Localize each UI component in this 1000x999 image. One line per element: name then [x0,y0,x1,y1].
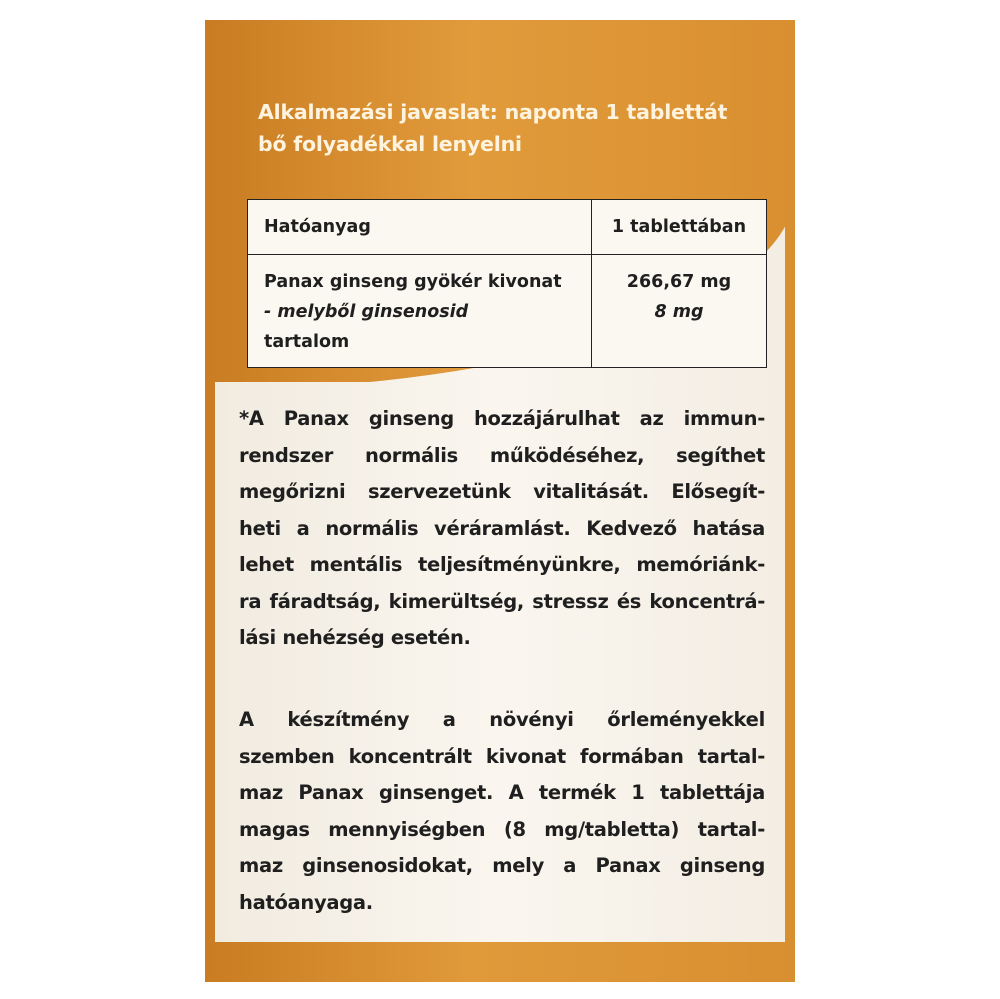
ingredient-name-line-2: - melyből ginsenosid [264,302,469,322]
paragraph-line: maz Panax ginsenget. A termék 1 tablettája [239,781,765,804]
usage-line-2: bő folyadékkal lenyelni [258,132,522,156]
ingredient-amount-line-2: 8 mg [654,302,704,322]
table-row [248,255,767,368]
paragraph-line: *A Panax ginseng hozzájárulhat az immun- [239,407,765,430]
footer-orange-band [205,942,795,982]
paragraph-line: lehet mentális teljesítményünkre, memóriánk- [239,553,765,576]
paragraph-line: lási nehézség esetén. [239,626,471,649]
product-description-paragraph [239,702,765,921]
header-ingredient: Hatóanyag [248,200,592,255]
paragraph-line: megőrizni szervezetünk vitalitását. Elősegít- [239,480,765,503]
paragraph-line: maz ginsenosidokat, mely a Panax ginseng [239,854,765,877]
paragraph-line: A készítmény a növényi őrleményekkel [239,708,765,731]
ginseng-benefits-paragraph [239,401,765,657]
paragraph-line: hatóanyaga. [239,890,373,914]
paragraph-line: heti a normális véráramlást. Kedvező hatása [239,516,765,540]
paragraph-line: magas mennyiségben (8 mg/tabletta) tartal- [239,817,765,841]
ingredient-amount-cell [592,255,767,368]
paragraph-line: ra fáradtság, kimerültség, stressz és koncentrá- [239,589,765,613]
paragraph-line: szemben koncentrált kivonat formában tartal- [239,744,765,768]
paragraph-line: rendszer normális működéséhez, segíthet [239,443,765,467]
ingredient-name-line-1: Panax ginseng gyökér kivonat [264,272,562,292]
header-amount: 1 tablettában [592,200,767,255]
ingredient-table [247,199,767,368]
table-header-row [248,200,767,255]
usage-line-1: Alkalmazási javaslat: naponta 1 tablettát [258,100,728,124]
usage-recommendation [258,96,778,160]
package-box [205,20,795,982]
ingredient-amount-line-1: 266,67 mg [626,272,732,292]
ingredient-name-cell [248,255,592,368]
ingredient-name-line-3: tartalom [264,332,350,352]
